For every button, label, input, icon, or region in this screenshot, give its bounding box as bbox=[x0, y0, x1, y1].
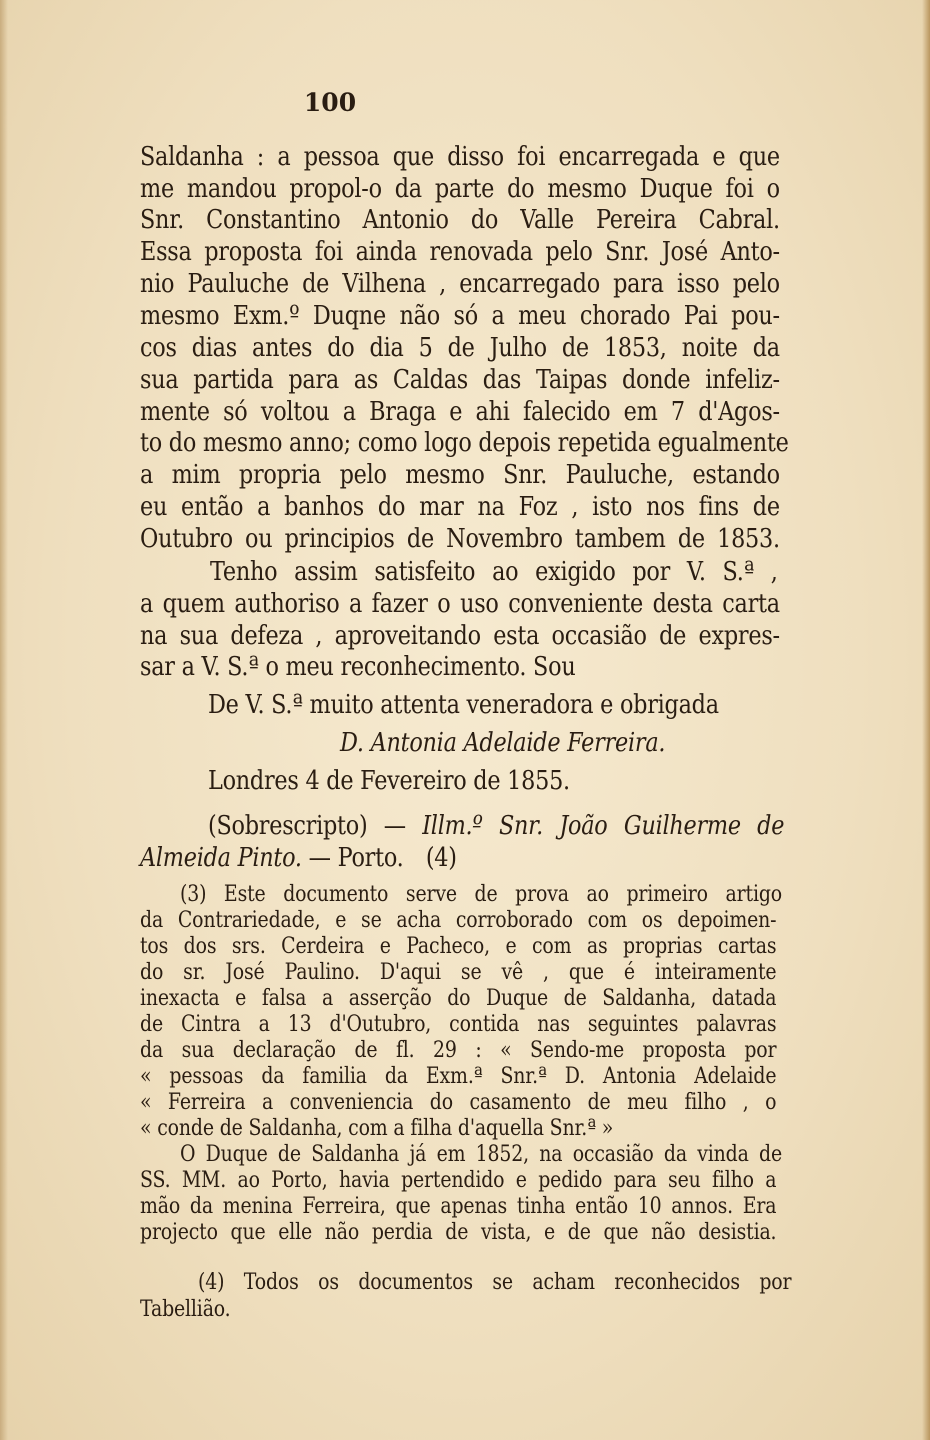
body-line: a mim propria pelo mesmo Snr. Pauluche, estando bbox=[140, 460, 780, 490]
footnote-line: « conde de Saldanha, com a filha d'aquella Snr.ª » bbox=[140, 1116, 614, 1141]
body-line: eu então a banhos do mar na Foz , isto nos fins de bbox=[140, 492, 780, 522]
footnote-line: tos dos srs. Cerdeira e Pacheco, e com as proprias cartas bbox=[140, 934, 777, 959]
body-line: Saldanha : a pessoa que disso foi encarregada e que bbox=[140, 142, 780, 172]
footnote-line: projecto que elle não perdia de vista, e de que não desistia. bbox=[140, 1220, 777, 1245]
body-line: Essa proposta foi ainda renovada pelo Snr. José Anto- bbox=[140, 237, 780, 267]
superscription-dest: — Porto. bbox=[308, 843, 404, 873]
superscription-line-2 bbox=[140, 843, 780, 873]
footnote-line: da sua declaração de fl. 29 : « Sendo-me proposta por bbox=[140, 1038, 777, 1063]
body-line: mente só voltou a Braga e ahi falecido em 7 d'Agos- bbox=[140, 397, 780, 427]
footnote-line: « pessoas da familia da Exm.ª Snr.ª D. Antonia Adelaide bbox=[140, 1064, 777, 1089]
closing-line: a quem authoriso a fazer o uso conveniente desta carta bbox=[140, 589, 780, 619]
body-line: nio Pauluche de Vilhena , encarregado para isso pelo bbox=[140, 269, 780, 299]
signature bbox=[340, 728, 930, 758]
body-line: Outubro ou principios de Novembro tambem de 1853. bbox=[140, 524, 780, 554]
body-line: to do mesmo anno; como logo depois repetida egualmente bbox=[140, 428, 789, 458]
body-line: cos dias antes do dia 5 de Julho de 1853, noite da bbox=[140, 333, 780, 363]
footnote-line: « Ferreira a conveniencia do casamento de meu filho , o bbox=[140, 1090, 777, 1115]
footnote-line: mão da menina Ferreira, que apenas tinha então 10 annos. Era bbox=[140, 1194, 777, 1219]
footnote-line: da Contrariedade, e se acha corroborado com os depoimen- bbox=[140, 908, 777, 933]
footnote-line: inexacta e falsa a asserção do Duque de Saldanha, datada bbox=[140, 986, 777, 1011]
signature-text: D. Antonia Adelaide Ferreira. bbox=[340, 728, 666, 758]
footnote-ref: (4) bbox=[425, 843, 457, 873]
place-date: Londres 4 de Fevereiro de 1855. bbox=[208, 766, 570, 796]
footnote-line: do sr. José Paulino. D'aqui se vê , que é inteiramente bbox=[140, 960, 777, 985]
footnote-line: de Cintra a 13 d'Outubro, contida nas seguintes palavras bbox=[140, 1012, 777, 1037]
body-line: Snr. Constantino Antonio do Valle Pereira Cabral. bbox=[140, 205, 780, 235]
superscription-addressee: Illm.º Snr. João Guilherme de bbox=[422, 811, 785, 841]
footnote-line: (3) Este documento serve de prova ao primeiro artigo bbox=[180, 882, 782, 907]
salutation: De V. S.ª muito attenta veneradora e obrigada bbox=[208, 690, 719, 720]
closing-line: sar a V. S.ª o meu reconhecimento. Sou bbox=[140, 652, 576, 682]
page-edge-left bbox=[0, 0, 8, 1440]
superscription-line-1 bbox=[208, 811, 784, 841]
page-number: 100 bbox=[303, 88, 357, 117]
superscription-addressee-cont: Almeida Pinto. bbox=[140, 843, 302, 873]
footnote-line: SS. MM. ao Porto, havia pertendido e pedido para seu filho a bbox=[140, 1168, 777, 1193]
closing-line: Tenho assim satisfeito ao exigido por V. S.ª , bbox=[210, 557, 778, 587]
body-line: mesmo Exm.º Duqne não só a meu chorado Pai pou- bbox=[140, 301, 780, 331]
footnote-line: O Duque de Saldanha já em 1852, na occasião da vinda de bbox=[180, 1142, 782, 1167]
closing-line: na sua defeza , aproveitando esta occasião de expres- bbox=[140, 621, 780, 651]
superscription-label: (Sobrescripto) — bbox=[208, 811, 406, 841]
page-edge-right bbox=[922, 0, 930, 1440]
body-line: me mandou propol-o da parte do mesmo Duque foi o bbox=[140, 174, 780, 204]
body-line: sua partida para as Caldas das Taipas donde infeliz- bbox=[140, 365, 780, 395]
footnote-line: Tabellião. bbox=[140, 1297, 231, 1322]
footnote-line: (4) Todos os documentos se acham reconhecidos por bbox=[198, 1270, 792, 1295]
